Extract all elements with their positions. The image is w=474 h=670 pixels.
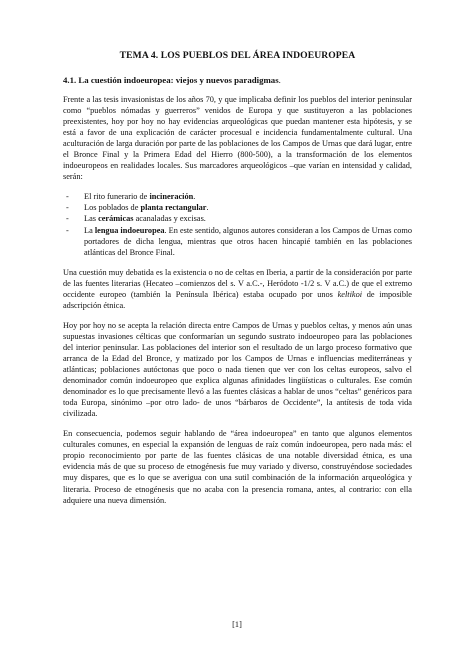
section-heading-period: .: [278, 75, 281, 85]
list-item-text: Los poblados de: [84, 203, 141, 213]
paragraph-italic-term: keltikoi: [337, 289, 363, 299]
list-dash: -: [66, 225, 69, 235]
list-item-text-end: .: [206, 203, 209, 213]
list-item: [63, 213, 412, 224]
paragraph-celtas: [63, 267, 412, 311]
list-item-bold: planta rectangular: [140, 203, 207, 213]
section-heading-text: 4.1. La cuestión indoeuropea: viejos y nuevos paradigmas: [63, 75, 279, 85]
page-number: [1]: [232, 620, 242, 629]
list-item-bold: incineración: [149, 192, 194, 202]
list-item-bold: cerámicas: [98, 214, 134, 224]
markers-list: [63, 191, 412, 257]
list-item-text-end: acanaladas y excisas.: [133, 214, 206, 224]
list-item-text: La: [84, 225, 95, 235]
list-dash: -: [66, 214, 69, 224]
paragraph-intro: Frente a las tesis invasionistas de los años 70, y que implicaba definir los pueblos del interior peninsular como “pueblos nómadas y guerreros” venidos de Europa y que sustituyeron a las poblaciones preexistentes, hoy por hoy no hay evidencias arqueológicas que puedan mantener esta hipótesis, y se está a favor de una explicación de carácter procesual e incidencia fundamentalmente cultural. Una aculturación de larga duración por parte de las poblaciones de los Campos de Urnas que dará lugar, entre el Bronce Final y la Primera Edad del Hierro (800-500), a la transformación de los elementos indoeuropeos en realidades locales. Sus marcadores arqueológicos –que varían en intensidad y calidad, serán:: [63, 95, 412, 182]
list-dash: -: [66, 203, 69, 213]
paragraph-text: Una cuestión muy debatida es la existencia o no de celtas en Iberia, a partir de la consideración por parte de las fuentes literarias (Hecateo –comienzos del s. V a.C.-, Heródoto -1/2 s. V a.C.) de que el extremo occidente europeo (también la Península Ibérica) estaba ocupado por unos: [63, 267, 412, 299]
list-item-text-end: . En este sentido, algunos autores consideran a los Campos de Urnas como portadores de dicha lengua, mientras que otros hacen hincapié también en las poblaciones atlánticas del Bronce Final.: [84, 225, 412, 257]
list-item-bold: lengua indoeuropea: [94, 225, 165, 235]
paragraph-conclusion: En consecuencia, podemos seguir hablando de “área indoeuropea” en tanto que algunos elementos culturales comunes, en especial la expansión de lenguas de raíz común indoeuropea, pero nada más: el propio reconocimiento por parte de las fuentes clásicas de una notable diversidad étnica, es una evidencia más de que su proceso de etnogénesis fue muy variado y diverso, construyéndose sociedades muy dispares, que es lo que se averigua con una sutil combinación de la información arqueológica y literaria. Proceso de etnogénesis que no acaba con la presencia romana, antes, al contrario: con ella adquiere una nueva dimensión.: [63, 429, 412, 505]
list-item: [63, 191, 412, 202]
page-title: TEMA 4. LOS PUEBLOS DEL ÁREA INDOEUROPEA: [119, 50, 356, 61]
paragraph-text-end: de imposible adscripción étnica.: [63, 289, 412, 310]
list-item: [63, 202, 412, 213]
list-item-text: El rito funerario de: [84, 192, 150, 202]
section-heading: [63, 75, 412, 85]
list-item-text-end: .: [193, 192, 196, 202]
list-dash: -: [66, 192, 69, 202]
list-item-text: Las: [84, 214, 99, 224]
paragraph-campos-de-urnas: Hoy por hoy no se acepta la relación directa entre Campos de Urnas y pueblos celtas, y menos aún unas supuestas invasiones célticas que conformarían un segundo sustrato indoeuropeo para las poblaciones del interior peninsular. Las poblaciones del interior son el resultado de un largo proceso formativo que arranca de la Edad del Bronce, y matizado por los Campos de Urnas e influencias mediterráneas y atlánticas; poblaciones autóctonas que poco o nada tienen que ver con los celtas europeos, salvo el denominador común indoeuropeo que explica algunas afinidades lingüísticas o culturales. Ese común denominador es lo que precisamente llevó a las fuentes clásicas a hablar de unos “celtas” genéricos para toda Europa, sinónimo –por otro lado- de unos “bárbaros de Occidente”, la antítesis de toda vida civilizada.: [63, 320, 412, 419]
list-item: [63, 225, 412, 258]
page-content: [63, 50, 412, 515]
